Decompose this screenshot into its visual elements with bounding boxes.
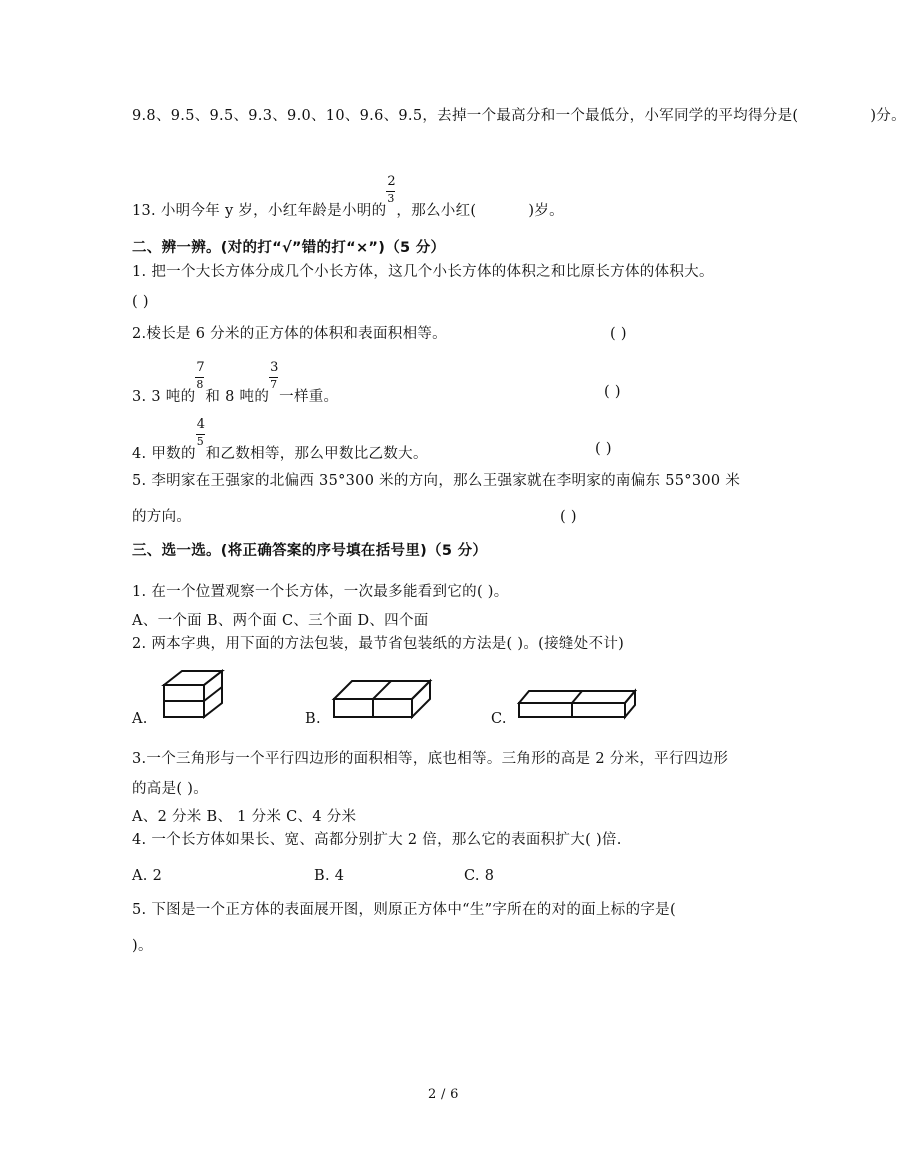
s2-q3-denominator-2: 7: [270, 378, 278, 391]
s2-q3-fraction-2: [269, 360, 279, 401]
s3-q3-options: A、2 分米 B、 1 分米 C、4 分米: [132, 809, 357, 825]
s3-q5-line1: 5. 下图是一个正方体的表面展开图，则原正方体中“生”字所在的对的面上标的字是(: [132, 902, 676, 918]
q12-continuation: [132, 107, 906, 125]
s3-q5-line2: )。: [132, 938, 153, 954]
s2-q3-numerator-1: 7: [196, 360, 205, 375]
q13-close: )岁。: [528, 203, 564, 219]
figure-a-stacked-books: [160, 665, 240, 725]
q12-close: )分。: [870, 108, 906, 124]
s2-q4-numerator: 4: [196, 417, 206, 432]
s3-q3-line2: 的高是( )。: [132, 781, 209, 797]
s2-q4-denominator: 5: [196, 435, 205, 448]
figure-c-end-to-end-books: [515, 685, 645, 725]
s3-q4-option-b: B. 4: [314, 868, 345, 884]
s2-q3-text-c: 一样重。: [279, 389, 339, 405]
q12-text: 9.8、9.5、9.5、9.3、9.0、10、9.6、9.5，去掉一个最高分和一个最低分，小军同学的平均得分是(: [132, 108, 799, 124]
q13-text-b: ，那么小红(: [396, 203, 477, 219]
s2-q2-paren: ( ): [610, 326, 627, 342]
q13-fraction-denominator: 3: [387, 192, 395, 205]
s3-q2-label-b: B.: [305, 711, 321, 727]
section3-heading: 三、选一选。(将正确答案的序号填在括号里)（5 分）: [132, 543, 488, 559]
s2-q4-text-a: 4. 甲数的: [132, 446, 196, 462]
s2-q5-line1: 5. 李明家在王强家的北偏西 35°300 米的方向，那么王强家就在李明家的南偏东 55°300 米: [132, 473, 741, 489]
s3-q4-option-a: A. 2: [132, 868, 163, 884]
s3-q2-label-c: C.: [491, 711, 507, 727]
s2-q4-text-b: 和乙数相等，那么甲数比乙数大。: [205, 446, 428, 462]
s3-q4-text: 4. 一个长方体如果长、宽、高都分别扩大 2 倍，那么它的表面积扩大( )倍.: [132, 832, 622, 848]
s3-q1-text: 1. 在一个位置观察一个长方体，一次最多能看到它的( )。: [132, 584, 509, 600]
section2-heading: 二、辨一辨。(对的打“√”错的打“×”)（5 分）: [132, 240, 446, 256]
s2-q5-line2: 的方向。: [132, 509, 192, 525]
s3-q2-text: 2. 两本字典，用下面的方法包装，最节省包装纸的方法是( )。(接缝处不计): [132, 636, 625, 652]
figure-b-side-by-side-books: [330, 677, 440, 727]
s2-q1-text: 1. 把一个大长方体分成几个小长方体，这几个小长方体的体积之和比原长方体的体积大。: [132, 264, 714, 280]
s3-q4-option-c: C. 8: [464, 868, 495, 884]
q13: [132, 174, 564, 220]
s2-q3-text-b: 和 8 吨的: [205, 389, 270, 405]
s2-q3-denominator-1: 8: [196, 378, 204, 391]
s2-q3: [132, 360, 339, 406]
q13-fraction: [386, 174, 396, 215]
s2-q3-numerator-2: 3: [270, 360, 279, 375]
s2-q4-fraction: [196, 417, 206, 458]
s2-q3-text-a: 3. 3 吨的: [132, 389, 196, 405]
s2-q5-paren: ( ): [560, 509, 577, 525]
s2-q4: [132, 417, 428, 463]
q13-text-a: 13. 小明今年 y 岁，小红年龄是小明的: [132, 203, 387, 219]
s2-q3-paren: ( ): [604, 384, 621, 400]
s2-q2-text: 2.棱长是 6 分米的正方体的体积和表面积相等。: [132, 326, 447, 342]
s3-q1-options: A、一个面 B、两个面 C、三个面 D、四个面: [132, 613, 429, 629]
q13-fraction-numerator: 2: [387, 174, 396, 189]
s2-q1-paren: ( ): [132, 294, 149, 310]
s3-q3-line1: 3.一个三角形与一个平行四边形的面积相等，底也相等。三角形的高是 2 分米，平行四边形: [132, 751, 729, 767]
s3-q2-label-a: A.: [132, 711, 148, 727]
page-number: 2 / 6: [428, 1087, 459, 1102]
s2-q3-fraction-1: [195, 360, 205, 401]
s2-q4-paren: ( ): [595, 441, 612, 457]
